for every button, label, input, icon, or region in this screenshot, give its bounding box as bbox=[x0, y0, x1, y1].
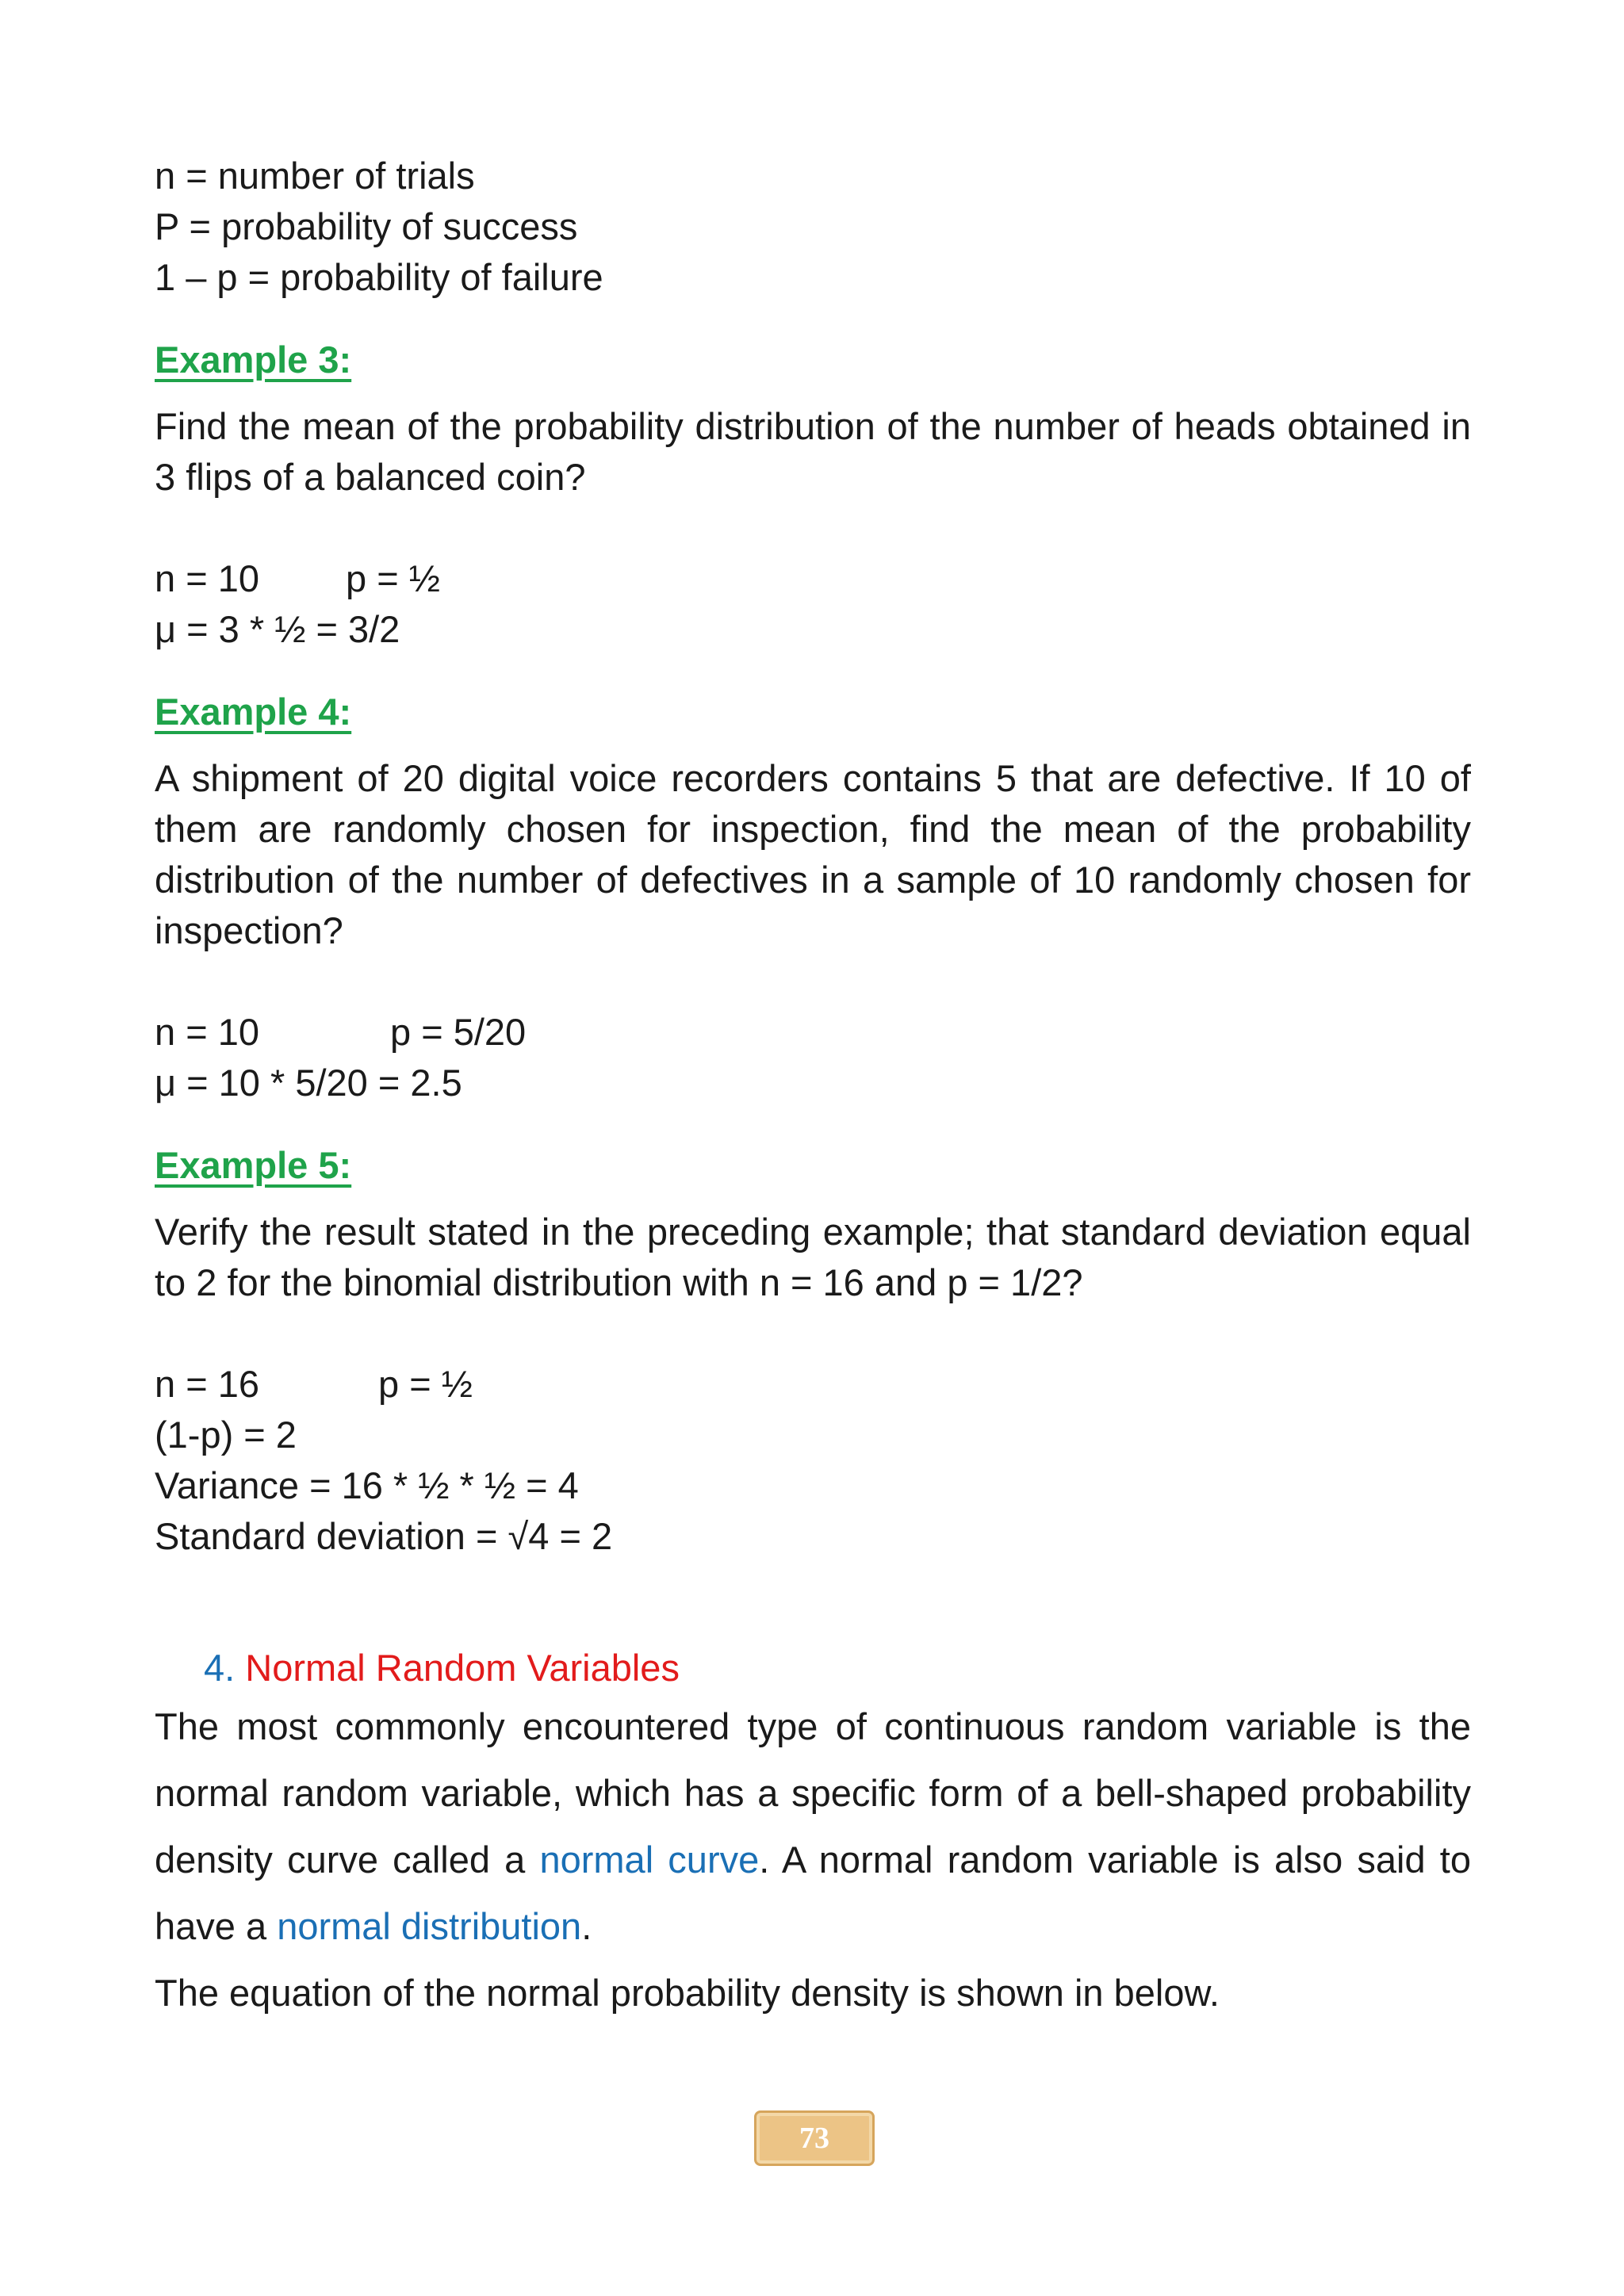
example-3-p: p = ½ bbox=[346, 557, 440, 599]
definition-p: P = probability of success bbox=[155, 205, 578, 247]
normal-distribution-term: normal distribution bbox=[277, 1905, 582, 1947]
paragraph-text-3: . bbox=[581, 1905, 592, 1947]
example-5-one-minus-p: (1-p) = 2 bbox=[155, 1414, 297, 1456]
section-title: Normal Random Variables bbox=[245, 1647, 680, 1689]
example-3-mean: μ = 3 * ½ = 3/2 bbox=[155, 608, 400, 650]
example-4-mean: μ = 10 * 5/20 = 2.5 bbox=[155, 1062, 462, 1104]
paragraph-text-1: The most commonly encountered type of continuous random variable is the normal random variable, which has a specific form of a bell-shaped probability density curve called a bbox=[155, 1705, 1471, 1881]
normal-curve-term: normal curve bbox=[539, 1839, 760, 1881]
example-4-p: p = 5/20 bbox=[390, 1011, 527, 1053]
example-5-question: Verify the result stated in the preceding example; that standard deviation equal to 2 for the binomial distribution with n = 16 and p = 1/2? bbox=[155, 1211, 1471, 1303]
example-3-question: Find the mean of the probability distribution of the number of heads obtained in 3 flips of a balanced coin? bbox=[155, 405, 1471, 498]
example-4-n: n = 10 bbox=[155, 1011, 259, 1053]
page-number: 73 bbox=[799, 2122, 829, 2155]
example-5-standard-deviation: Standard deviation = √4 = 2 bbox=[155, 1515, 613, 1557]
example-5-line-1 bbox=[155, 1359, 1471, 1410]
example-5-heading: Example 5: bbox=[155, 1144, 352, 1186]
example-5-p: p = ½ bbox=[378, 1363, 473, 1405]
example-5-n: n = 16 bbox=[155, 1363, 259, 1405]
definition-1-p: 1 – p = probability of failure bbox=[155, 256, 603, 298]
example-3-n: n = 10 bbox=[155, 557, 259, 599]
section-number: 4. bbox=[204, 1647, 236, 1689]
paragraph-text-2: . A normal random variable is also said to have a bbox=[155, 1839, 1471, 1947]
section-heading bbox=[155, 1643, 1471, 1693]
page-number-badge bbox=[754, 2110, 875, 2166]
equation-intro: The equation of the normal probability density is shown in below. bbox=[155, 1972, 1220, 2014]
example-4-heading: Example 4: bbox=[155, 691, 352, 733]
example-4-line-1 bbox=[155, 1007, 1471, 1058]
normal-variables-paragraph bbox=[155, 1693, 1471, 1960]
example-3-line-1 bbox=[155, 553, 1471, 604]
example-4-question: A shipment of 20 digital voice recorders contains 5 that are defective. If 10 of them are randomly chosen for inspection, find the mean of the probability distribution of the number of defectives in a sample of 10 randomly chosen for inspection? bbox=[155, 757, 1471, 951]
example-3-heading: Example 3: bbox=[155, 339, 352, 381]
definition-n: n = number of trials bbox=[155, 155, 475, 197]
example-5-variance: Variance = 16 * ½ * ½ = 4 bbox=[155, 1464, 579, 1506]
page-content bbox=[155, 151, 1471, 2026]
